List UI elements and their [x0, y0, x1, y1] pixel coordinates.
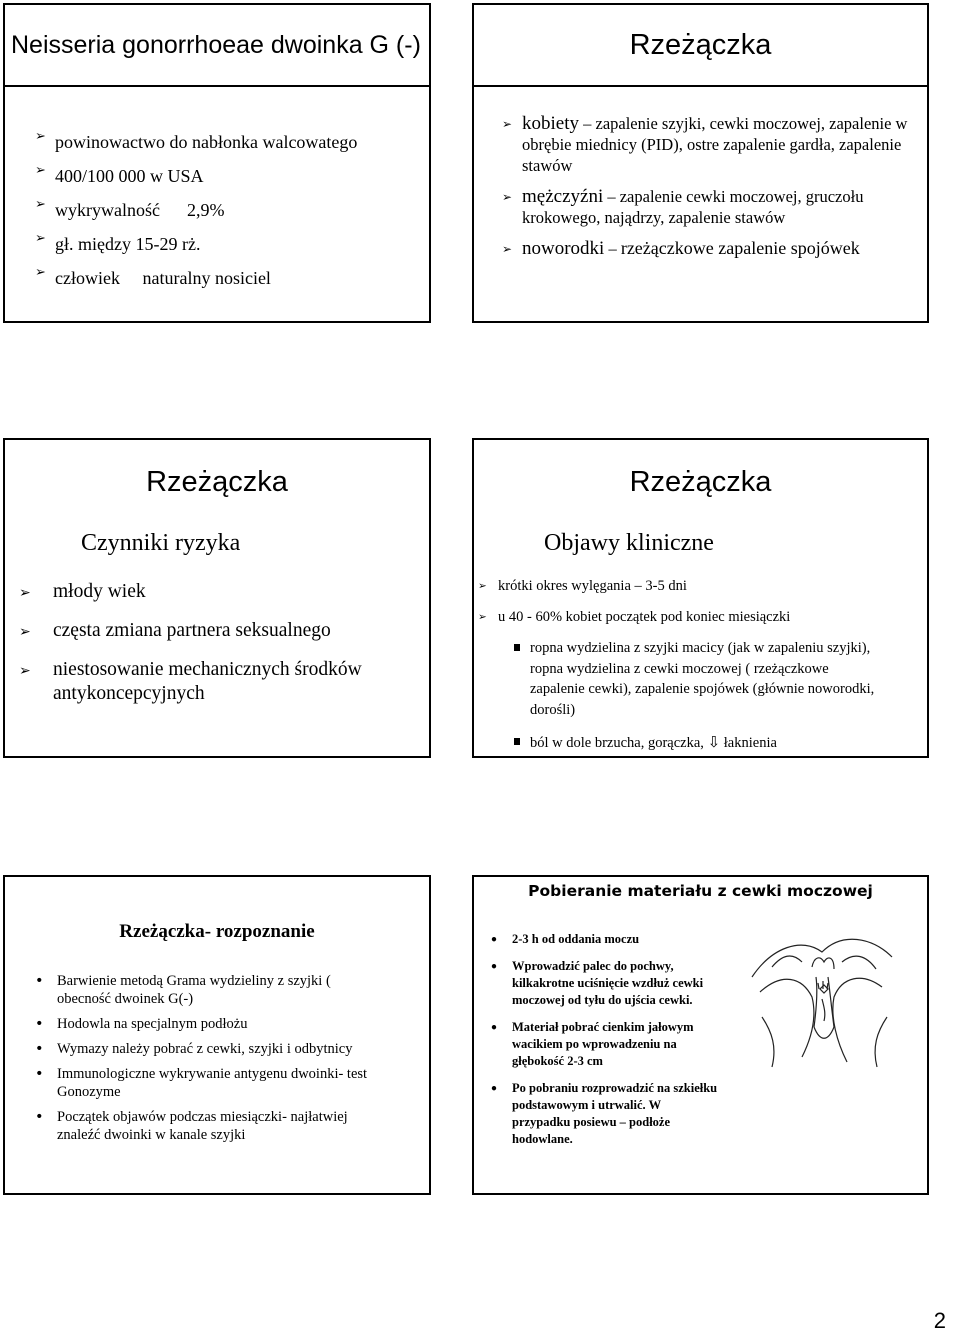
dash: – — [608, 239, 617, 258]
bullet-list — [35, 125, 415, 295]
bullet-item: ➢ gł. między 15-29 rż. — [35, 227, 415, 261]
anatomical-illustration — [742, 917, 902, 1077]
bullet-item: • Immunologiczne wykrywanie antygenu dwoinki- test Gonozyme — [31, 1065, 386, 1101]
bullet-item: ➢ wykrywalność 2,9% — [35, 193, 415, 227]
slide-title: Rzeżączka — [146, 466, 288, 498]
bullet-item: • Barwienie metodą Grama wydzieliny z szyjki ( obecność dwoinek G(-) — [31, 972, 386, 1008]
slide-diagnosis — [3, 875, 431, 1195]
bullet-item: • Początek objawów podczas miesiączki- najłatwiej znaleźć dwoinki w kanale szyjki — [31, 1108, 386, 1144]
sub-bullet-list — [512, 638, 882, 754]
slide-subtitle: Objawy kliniczne — [544, 530, 714, 556]
bullet-list — [478, 577, 923, 627]
bullet-head: mężczyźni — [522, 186, 604, 207]
bullet-item — [502, 238, 920, 259]
bullet-item: ➢ człowiek naturalny nosiciel — [35, 261, 415, 295]
bullet-item — [502, 113, 920, 176]
slide-sample-collection — [472, 875, 929, 1195]
bullet-head: noworodki — [522, 238, 605, 259]
bullet-text: rzeżączkowe zapalenie spojówek — [620, 238, 860, 258]
bullet-text: zapalenie szyjki, cewki moczowej, zapalenie w obrębie miednicy (PID), ostre zapalenie gardła, zapalenie stawów — [522, 114, 908, 175]
sub-bullet-item — [512, 732, 882, 754]
bullet-text: zapalenie cewki moczowej, gruczołu krokowego, najądrzy, zapalenie stawów — [522, 187, 864, 227]
bullet-item: ➢ częsta zmiana partnera seksualnego — [19, 619, 424, 643]
down-arrow-icon: ⇩ — [707, 733, 721, 751]
slide-neisseria — [3, 3, 431, 323]
sub-bullet-text: ból w dole brzucha, gorączka, — [530, 735, 704, 751]
slide-title-box — [5, 5, 429, 87]
sub-bullet-item: ropna wydzielina z szyjki macicy (jak w zapaleniu szyjki), ropna wydzielina z cewki moczowej ( rzeżączkowe zapalenie cewki), zapalenie spojówek (głównie noworodki, dorośli) — [512, 638, 882, 720]
page-number: 2 — [933, 1308, 946, 1333]
bullet-item: • 2-3 h od oddania moczu — [486, 931, 718, 948]
slide-risk-factors — [3, 438, 431, 758]
bullet-list — [31, 972, 386, 1144]
sub-bullet-text: łaknienia — [723, 735, 777, 751]
dash: – — [583, 114, 592, 133]
bullet-item: • Wprowadzić palec do pochwy, kilkakrotne uciśnięcie wzdłuż cewki moczowej od tyłu do ujścia cewki. — [486, 958, 718, 1009]
bullet-item: • Po pobraniu rozprowadzić na szkiełku podstawowym i utrwalić. W przypadku posiewu – podłoże hodowlane. — [486, 1080, 718, 1148]
bullet-item: ➢ niestosowanie mechanicznych środków antykoncepcyjnych — [19, 658, 424, 706]
bullet-item: • Wymazy należy pobrać z cewki, szyjki i odbytnicy — [31, 1040, 386, 1058]
slide-title-box — [474, 5, 927, 87]
slide-title: Rzeżączka — [629, 466, 772, 498]
bullet-list — [19, 580, 424, 706]
slide-rzezaczka-overview — [472, 3, 929, 323]
bullet-item: ➢ powinowactwo do nabłonka walcowatego — [35, 125, 415, 159]
slide-title: Pobieranie materiału z cewki moczowej — [528, 882, 873, 900]
bullet-item — [502, 186, 920, 228]
slide-title: Rzeżączka- rozpoznanie — [119, 921, 315, 942]
bullet-item: • Hodowla na specjalnym podłożu — [31, 1015, 386, 1033]
bullet-item: ➢ 400/100 000 w USA — [35, 159, 415, 193]
bullet-list — [502, 113, 920, 259]
bullet-list — [486, 931, 718, 1148]
bullet-item: ➢ młody wiek — [19, 580, 424, 604]
slide-title: Rzeżączka — [629, 28, 772, 61]
slide-subtitle: Czynniki ryzyka — [81, 530, 241, 556]
slide-title: Neisseria gonorrhoeae dwoinka G (-) — [11, 30, 421, 59]
slide-clinical-symptoms — [472, 438, 929, 758]
bullet-item: ➢ u 40 - 60% kobiet początek pod koniec miesiączki — [478, 608, 923, 627]
bullet-item: • Materiał pobrać cienkim jałowym wacikiem po wprowadzeniu na głębokość 2-3 cm — [486, 1019, 718, 1070]
bullet-item: ➢ krótki okres wylęgania – 3-5 dni — [478, 577, 923, 596]
dash: – — [607, 187, 616, 206]
bullet-head: kobiety — [522, 113, 579, 134]
